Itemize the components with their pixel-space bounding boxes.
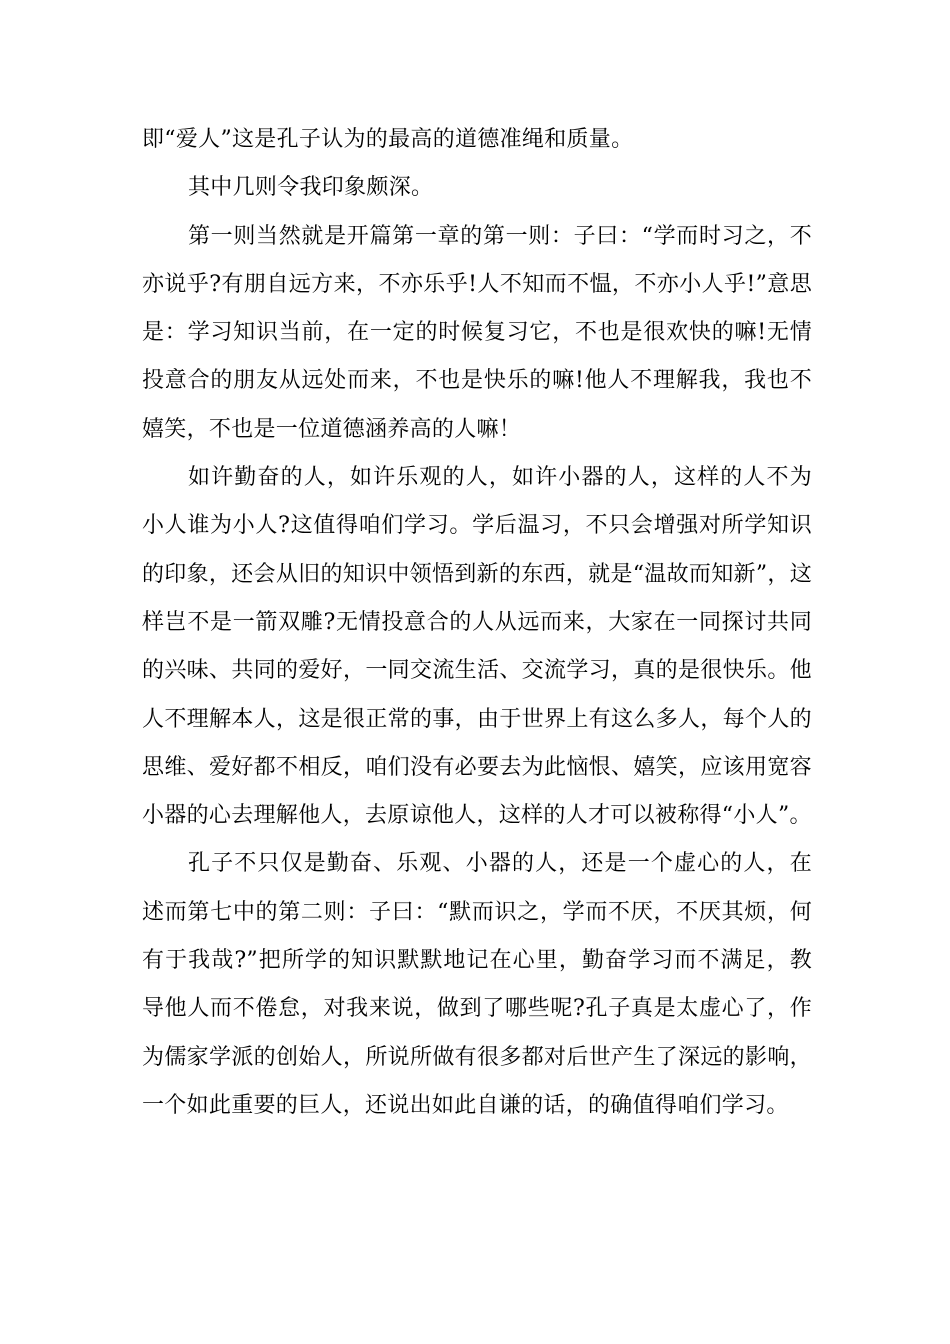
paragraph-1: 即“爱人”这是孔子认为的最高的道德准绳和质量。 bbox=[142, 127, 634, 152]
paragraph-4: 如许勤奋的人，如许乐观的人，如许小器的人，这样的人不为小人谁为小人?这值得咱们学习。学后温习，不只会增强对所学知识的印象，还会从旧的知识中领悟到新的东西，就是“温故而知新”，这样岂不是一箭双雕?无情投意合的人从远而来，大家在一同探讨共同的兴味、共同的爱好，一同交流生活、交流学习，真的是很快乐。他人不理解本人，这是很正常的事，由于世界上有这么多人，每个人的思维、爱好都不相反，咱们没有必要去为此恼恨、嬉笑，应该用宽容小器的心去理解他人，去原谅他人，这样的人才可以被称得“小人”。 bbox=[142, 465, 812, 829]
body-text bbox=[142, 116, 812, 1130]
paragraph-3: 第一则当然就是开篇第一章的第一则：子曰：“学而时习之，不亦说乎?有朋自远方来，不亦乐乎!人不知而不愠，不亦小人乎!”意思是：学习知识当前，在一定的时候复习它，不也是很欢快的嘛!无情投意合的朋友从远处而来，不也是快乐的嘛!他人不理解我，我也不嬉笑，不也是一位道德涵养高的人嘛！ bbox=[142, 223, 812, 442]
paragraph-5: 孔子不只仅是勤奋、乐观、小器的人，还是一个虚心的人，在述而第七中的第二则：子曰：“默而识之，学而不厌，不厌其烦，何有于我哉?”把所学的知识默默地记在心里，勤奋学习而不满足，教导他人而不倦怠，对我来说，做到了哪些呢?孔子真是太虚心了，作为儒家学派的创始人，所说所做有很多都对后世产生了深远的影响，一个如此重要的巨人，还说出如此自谦的话，的确值得咱们学习。 bbox=[142, 851, 812, 1118]
paragraph-2: 其中几则令我印象颇深。 bbox=[188, 175, 434, 201]
